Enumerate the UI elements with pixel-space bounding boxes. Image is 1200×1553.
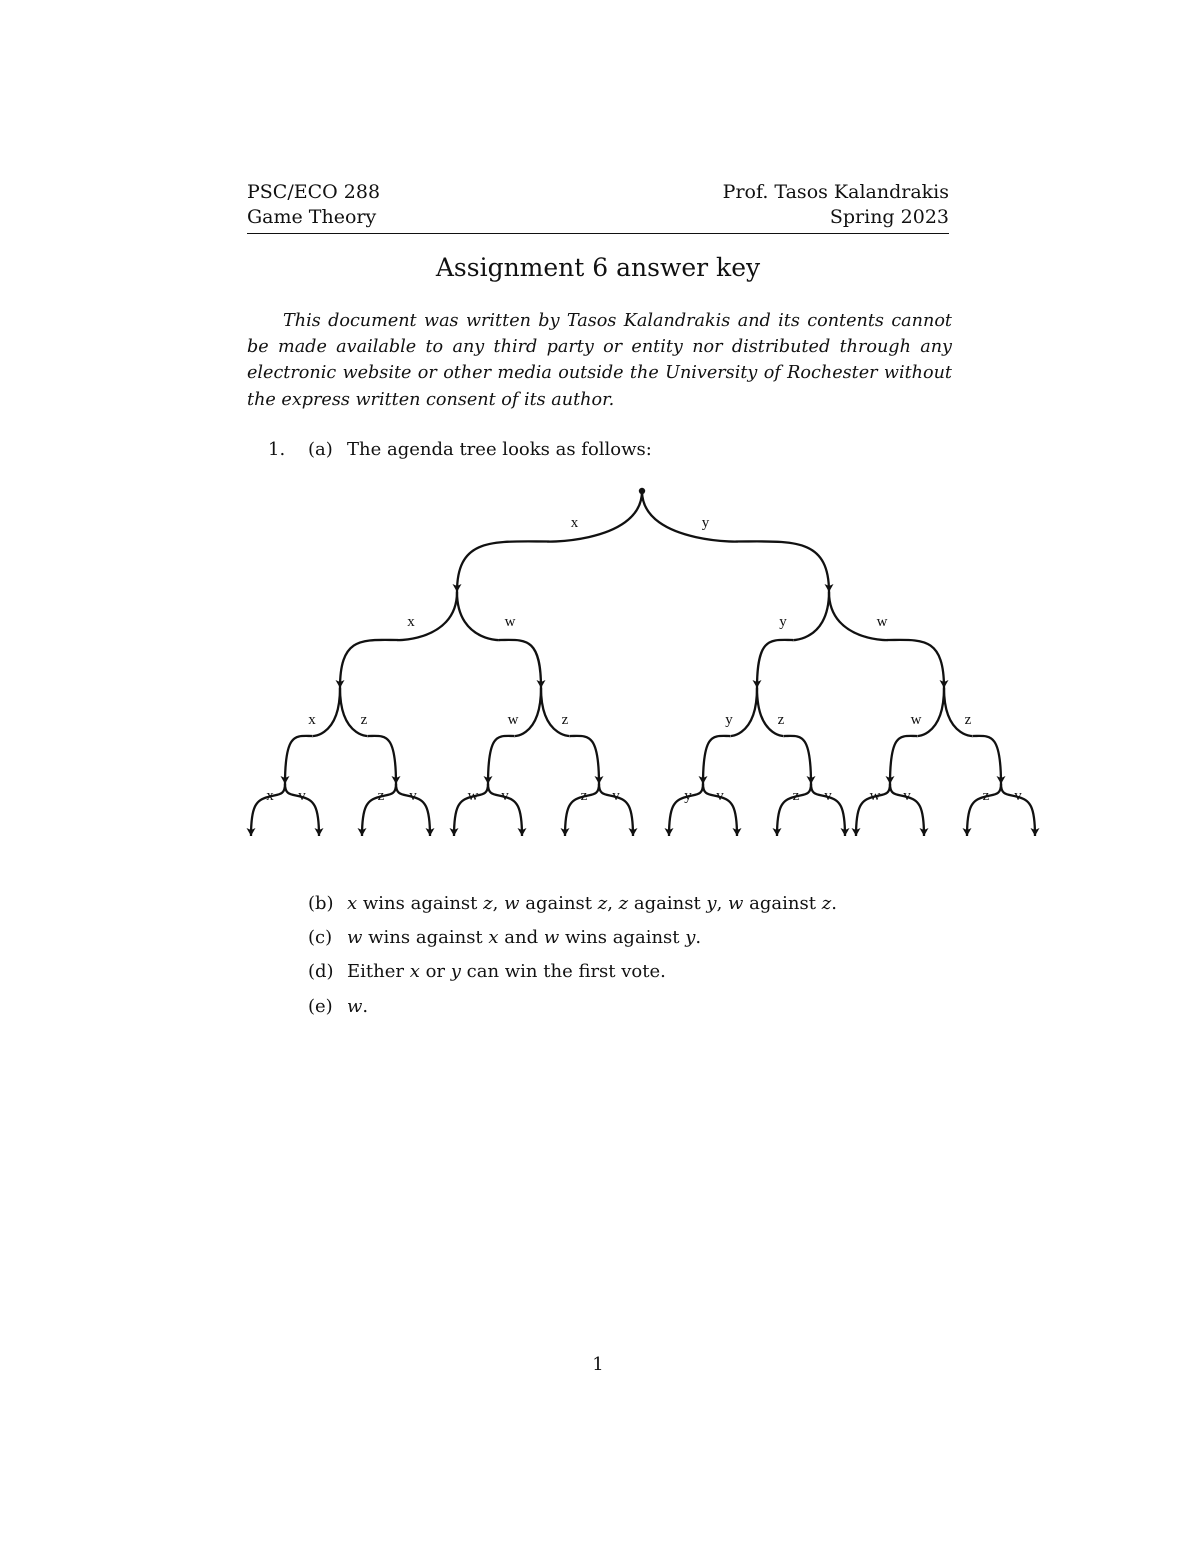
answer-text: can win the first vote. (460, 961, 666, 982)
tree-edge-label: v (409, 788, 417, 804)
math-variable: x (347, 893, 358, 914)
math-variable: y (450, 961, 461, 982)
math-variable: w (543, 927, 560, 948)
answer-text: against (519, 893, 598, 914)
answer-text: , (607, 893, 619, 914)
tree-edge-label: x (407, 614, 415, 630)
answer-text: . (831, 893, 837, 914)
part-e-text (347, 996, 368, 1017)
tree-edge (541, 688, 599, 784)
math-variable: w (504, 893, 520, 914)
tree-edge-label: x (266, 788, 274, 804)
tree-edge-label: w (876, 614, 888, 630)
tree-edge (757, 592, 829, 688)
term: Spring 2023 (829, 206, 949, 228)
tree-edge (890, 688, 944, 784)
tree-edge-label: w (504, 614, 516, 630)
tree-edge (340, 592, 457, 688)
tree-edge-label: z (777, 712, 785, 728)
tree-edge-label: y (701, 515, 710, 531)
answer-text: , (716, 893, 729, 914)
tree-edge (457, 491, 642, 592)
math-variable: w (347, 927, 363, 948)
answer-text: against (628, 893, 707, 914)
answer-text: Either (347, 961, 410, 982)
tree-edge-label: z (792, 788, 800, 804)
answer-text: or (419, 961, 451, 982)
math-variable: z (821, 893, 832, 914)
part-c-label: (c) (308, 927, 333, 948)
math-variable: w (728, 893, 744, 914)
tree-edge-label: w (507, 712, 519, 728)
course-subject: Game Theory (247, 206, 377, 228)
tree-edge-label: w (910, 712, 922, 728)
page-number: 1 (592, 1354, 604, 1375)
tree-edge-label: y (779, 614, 787, 630)
tree-edge (457, 592, 541, 688)
math-variable: x (409, 961, 420, 982)
answer-text: wins against (362, 927, 489, 948)
question-number: 1. (268, 439, 286, 460)
math-variable: y (685, 927, 696, 948)
part-d-text (347, 961, 666, 982)
tree-edge-label: y (725, 712, 733, 728)
tree-edge-label: v (298, 788, 306, 804)
math-variable: w (347, 996, 363, 1017)
tree-edge (703, 688, 757, 784)
tree-edge-label: z (561, 712, 569, 728)
tree-edge-label: z (982, 788, 990, 804)
answer-text: against (743, 893, 822, 914)
math-variable: z (483, 893, 493, 914)
tree-edge-label: v (612, 788, 620, 804)
tree-edge-label: z (580, 788, 588, 804)
answer-text: , (492, 893, 505, 914)
course-code: PSC/ECO 288 (247, 181, 381, 203)
math-variable: z (597, 893, 608, 914)
tree-edge-label: w (869, 788, 881, 804)
tree-edge-label: v (824, 788, 832, 804)
answer-text: wins against (357, 893, 484, 914)
tree-edge-label: x (308, 712, 316, 728)
tree-edge (829, 592, 944, 688)
tree-edge (340, 688, 396, 784)
tree-edge-label: z (360, 712, 368, 728)
math-variable: x (488, 927, 499, 948)
tree-edge (285, 688, 340, 784)
tree-edge (488, 688, 541, 784)
tree-edge-label: v (501, 788, 509, 804)
part-c-text (347, 927, 701, 948)
answer-text: and (498, 927, 544, 948)
tree-edge-label: z (964, 712, 972, 728)
tree-edge (757, 688, 811, 784)
tree-edge-label: v (1014, 788, 1022, 804)
tree-edge-label: v (716, 788, 724, 804)
part-a-text: The agenda tree looks as follows: (347, 439, 652, 460)
instructor-name: Prof. Tasos Kalandrakis (722, 181, 949, 203)
tree-edge-label: x (570, 515, 579, 531)
part-e-label: (e) (308, 996, 333, 1017)
disclaimer-paragraph: This document was written by Tasos Kalandrakis and its contents cannot be made available to any third party or entity nor distributed through any electronic website or other media outside the University of Rochester without the express written consent of its author. (247, 311, 952, 410)
tree-edge-label: z (377, 788, 385, 804)
tree-edge-label: w (467, 788, 479, 804)
part-b-label: (b) (308, 893, 334, 914)
answer-text: wins against (559, 927, 686, 948)
part-b-text (347, 893, 837, 914)
answer-text: . (362, 996, 369, 1017)
part-a-label: (a) (308, 439, 333, 460)
tree-edge-label: y (684, 788, 692, 804)
tree-edge (944, 688, 1001, 784)
math-variable: y (706, 893, 717, 914)
part-d-label: (d) (308, 961, 334, 982)
page-title: Assignment 6 answer key (435, 253, 761, 282)
tree-edge (642, 491, 829, 592)
answer-text: . (695, 927, 702, 948)
tree-edge-label: v (903, 788, 911, 804)
math-variable: z (618, 893, 629, 914)
